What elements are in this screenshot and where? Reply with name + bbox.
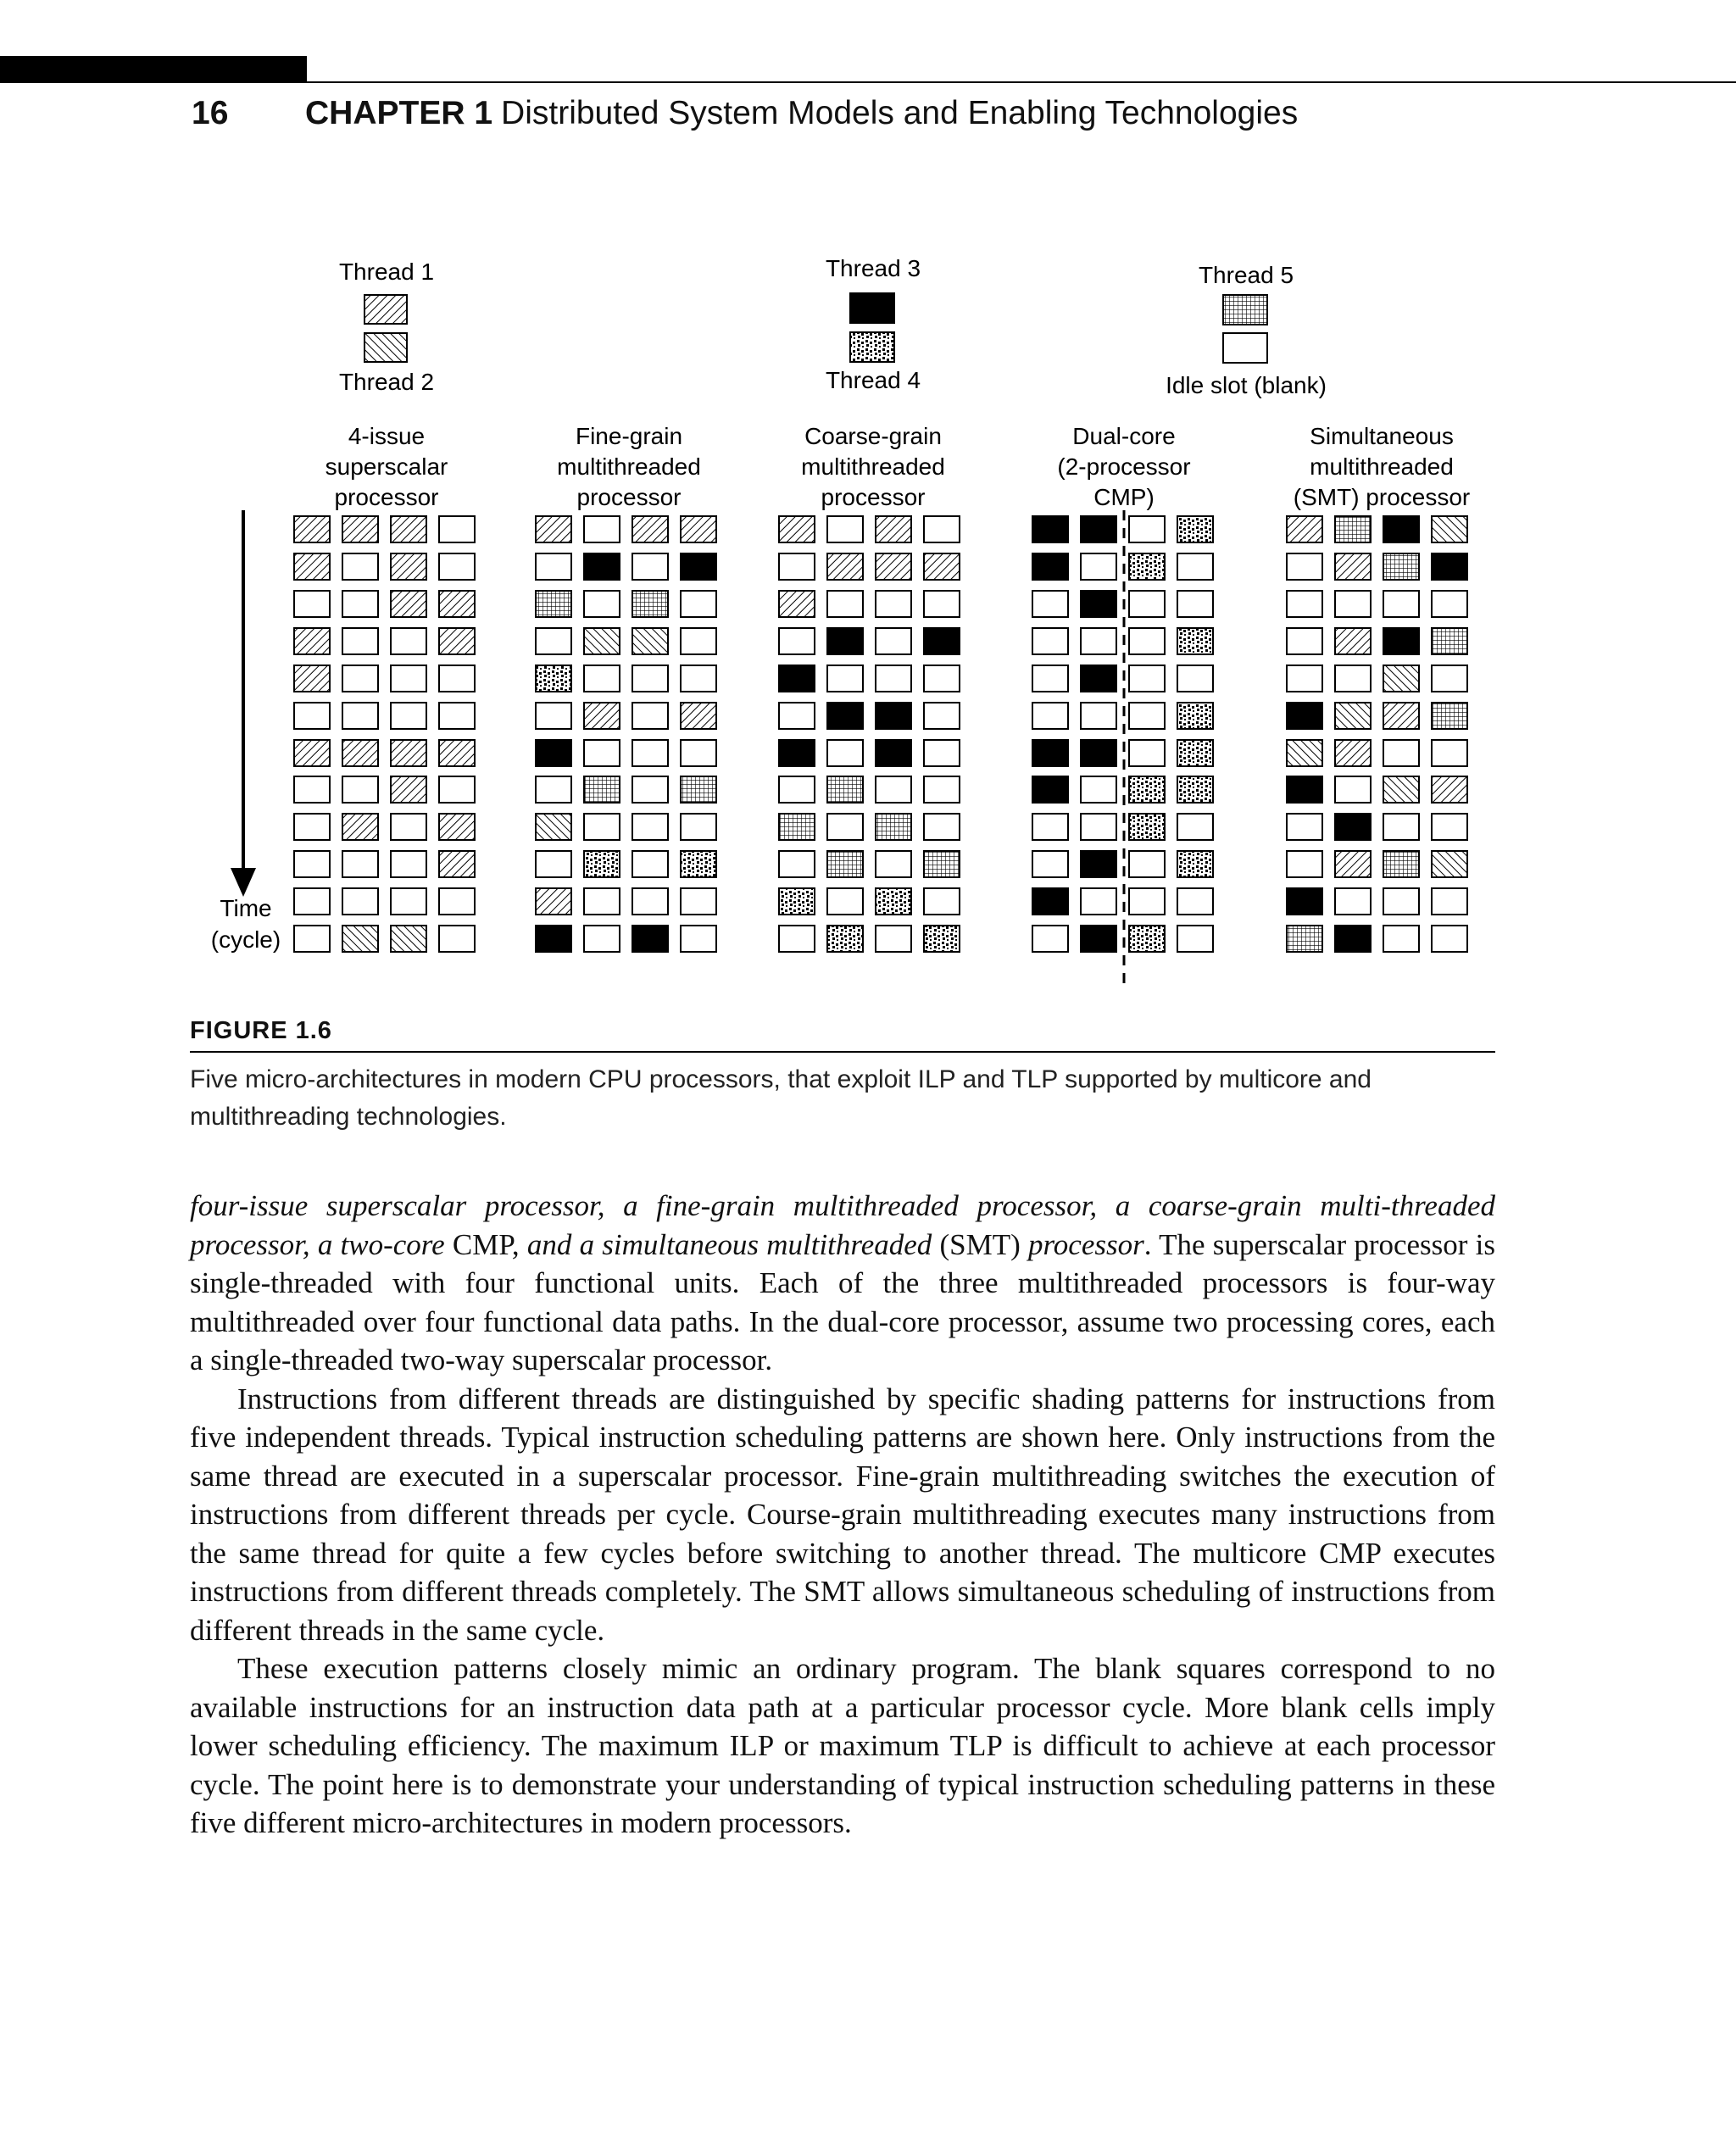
slot-thread1 (536, 888, 571, 915)
slot-idle (1432, 591, 1467, 617)
slot-thread1 (536, 516, 571, 542)
slot-idle (1129, 740, 1165, 766)
slot-idle (681, 628, 716, 654)
slot-thread1 (294, 665, 330, 692)
slot-thread1 (1383, 703, 1419, 729)
slot-thread1 (342, 814, 378, 840)
caption-rule (190, 1051, 1495, 1053)
slot-idle (1335, 665, 1371, 692)
processor-4-title-line-2: (2-processor (1057, 453, 1191, 480)
chapter-title: Distributed System Models and Enabling Technologies (501, 95, 1299, 131)
slot-thread1 (1335, 553, 1371, 580)
running-header (192, 95, 1298, 132)
slot-thread5 (779, 814, 815, 840)
slot-thread2 (1383, 665, 1419, 692)
slot-idle (1032, 628, 1068, 654)
slot-idle (632, 740, 668, 766)
paragraph-1 (190, 1187, 1495, 1380)
slot-thread3 (1032, 776, 1068, 803)
slot-thread1 (342, 740, 378, 766)
slot-thread3 (1081, 926, 1116, 952)
slot-idle (294, 814, 330, 840)
slot-idle (924, 591, 960, 617)
slot-idle (439, 776, 475, 803)
figure-caption (190, 1061, 1495, 1136)
legend-thread3-swatch (850, 293, 894, 323)
p1-normal-2: (SMT) (939, 1227, 1028, 1261)
slot-idle (1032, 591, 1068, 617)
slot-idle (1383, 814, 1419, 840)
slot-idle (584, 665, 620, 692)
slot-thread2 (1432, 851, 1467, 877)
slot-thread5 (1432, 628, 1467, 654)
legend-thread1-swatch (364, 295, 407, 324)
slot-idle (779, 553, 815, 580)
slot-thread4 (1129, 814, 1165, 840)
slot-idle (1129, 851, 1165, 877)
slot-thread1 (294, 628, 330, 654)
page-number: 16 (192, 95, 229, 131)
slot-idle (827, 665, 863, 692)
slot-thread3 (584, 553, 620, 580)
slot-thread3 (1081, 665, 1116, 692)
slot-thread1 (1335, 628, 1371, 654)
slot-idle (924, 740, 960, 766)
slot-thread1 (681, 703, 716, 729)
slot-idle (1081, 888, 1116, 915)
slot-idle (681, 814, 716, 840)
slot-idle (391, 851, 426, 877)
slot-idle (439, 703, 475, 729)
slot-idle (391, 814, 426, 840)
slot-idle (876, 665, 911, 692)
slot-thread1 (1335, 851, 1371, 877)
legend-thread5-label: Thread 5 (1198, 262, 1294, 288)
slot-thread1 (876, 516, 911, 542)
slot-thread5 (681, 776, 716, 803)
slot-thread3 (1032, 888, 1068, 915)
slot-idle (779, 851, 815, 877)
slot-idle (681, 926, 716, 952)
slot-thread3 (779, 665, 815, 692)
legend-thread4-swatch (850, 332, 894, 362)
slot-idle (632, 553, 668, 580)
header-bar (0, 56, 307, 83)
slot-thread5 (632, 591, 668, 617)
slot-idle (876, 776, 911, 803)
slot-idle (681, 740, 716, 766)
slot-thread2 (1432, 516, 1467, 542)
slot-idle (1177, 888, 1213, 915)
schedule-grids (294, 516, 1467, 952)
slot-idle (1129, 591, 1165, 617)
legend-thread3-label: Thread 3 (825, 255, 921, 281)
slot-idle (439, 926, 475, 952)
slot-thread2 (584, 628, 620, 654)
slot-thread3 (1081, 516, 1116, 542)
slot-thread1 (632, 516, 668, 542)
slot-idle (439, 553, 475, 580)
p1-italic-1: four-issue superscalar processor, a fine-grain multithreaded processor, a coarse-grain multi-threaded processor, a two-core (190, 1189, 1495, 1261)
legend-idle-label: Idle slot (blank) (1166, 372, 1327, 398)
slot-thread1 (827, 553, 863, 580)
slot-idle (1081, 776, 1116, 803)
slot-idle (342, 703, 378, 729)
slot-idle (342, 628, 378, 654)
slot-idle (1335, 888, 1371, 915)
slot-thread3 (1032, 740, 1068, 766)
slot-idle (779, 926, 815, 952)
slot-thread3 (1287, 776, 1322, 803)
slot-idle (779, 628, 815, 654)
slot-idle (439, 888, 475, 915)
slot-idle (536, 776, 571, 803)
slot-idle (294, 703, 330, 729)
slot-idle (924, 776, 960, 803)
slot-thread1 (1335, 740, 1371, 766)
slot-thread3 (1081, 851, 1116, 877)
slot-idle (584, 740, 620, 766)
slot-idle (584, 516, 620, 542)
slot-thread3 (1383, 516, 1419, 542)
slot-thread3 (536, 926, 571, 952)
slot-thread5 (536, 591, 571, 617)
slot-thread3 (1032, 516, 1068, 542)
slot-thread4 (876, 888, 911, 915)
slot-idle (1287, 553, 1322, 580)
slot-idle (1032, 814, 1068, 840)
slot-thread5 (827, 851, 863, 877)
legend-thread5-swatch (1223, 295, 1267, 325)
slot-thread1 (439, 628, 475, 654)
slot-idle (779, 703, 815, 729)
slot-thread5 (584, 776, 620, 803)
slot-idle (391, 665, 426, 692)
slot-idle (1129, 703, 1165, 729)
slot-idle (1032, 851, 1068, 877)
slot-thread3 (536, 740, 571, 766)
slot-thread3 (924, 628, 960, 654)
slot-idle (1383, 591, 1419, 617)
slot-thread3 (1032, 553, 1068, 580)
slot-idle (1177, 553, 1213, 580)
processor-1-title-line-3: processor (334, 484, 439, 510)
slot-idle (1032, 703, 1068, 729)
slot-idle (342, 591, 378, 617)
slot-idle (294, 776, 330, 803)
slot-thread1 (439, 814, 475, 840)
slot-idle (1129, 516, 1165, 542)
body-text (190, 1187, 1495, 1843)
paragraph-2: Instructions from different threads are distinguished by specific shading patterns for instructions from five independent threads. Typical instruction scheduling patterns are shown here. Only instructions from the same thread are executed in a superscalar processor. Fine-grain multithreading switches the execution of instructions from different threads per cycle. Course-grain multithreading executes many instructions from the same thread for quite a few cycles before switching to another thread. The multicore CMP executes instructions from different threads completely. The SMT allows simultaneous scheduling of instructions from different threads in the same cycle. (190, 1382, 1495, 1647)
processor-1-title-line-1: 4-issue (348, 423, 426, 449)
slot-idle (1287, 851, 1322, 877)
slot-idle (924, 814, 960, 840)
slot-idle (1177, 665, 1213, 692)
legend-thread2-swatch (364, 333, 407, 362)
slot-idle (1032, 926, 1068, 952)
slot-thread3 (1383, 628, 1419, 654)
slot-idle (1177, 591, 1213, 617)
processor-5-title-line-1: Simultaneous (1310, 423, 1454, 449)
slot-thread1 (924, 553, 960, 580)
slot-thread4 (1177, 740, 1213, 766)
slot-idle (1081, 553, 1116, 580)
slot-thread1 (391, 553, 426, 580)
slot-idle (827, 814, 863, 840)
processor-3-title-line-2: multithreaded (801, 453, 945, 480)
slot-idle (1432, 740, 1467, 766)
slot-idle (876, 628, 911, 654)
slot-thread1 (439, 851, 475, 877)
legend-thread2-label: Thread 2 (338, 369, 435, 395)
slot-thread1 (681, 516, 716, 542)
slot-thread1 (391, 740, 426, 766)
processor-5-title-line-3: (SMT) processor (1293, 484, 1471, 510)
slot-idle (1081, 703, 1116, 729)
slot-idle (1177, 926, 1213, 952)
slot-idle (1032, 665, 1068, 692)
slot-idle (632, 814, 668, 840)
slot-idle (294, 591, 330, 617)
slot-thread1 (1432, 776, 1467, 803)
slot-thread3 (1335, 926, 1371, 952)
p1-italic-2: and a simultaneous multithreaded (526, 1227, 940, 1261)
processor-5-title-line-2: multithreaded (1310, 453, 1454, 480)
slot-thread3 (827, 703, 863, 729)
slot-idle (632, 888, 668, 915)
slot-thread3 (1081, 740, 1116, 766)
slot-thread2 (1287, 740, 1322, 766)
slot-thread1 (342, 516, 378, 542)
slot-idle (1432, 665, 1467, 692)
slot-thread1 (439, 591, 475, 617)
slot-idle (536, 553, 571, 580)
slot-idle (391, 888, 426, 915)
slot-thread1 (391, 516, 426, 542)
slot-idle (1432, 814, 1467, 840)
slot-idle (342, 665, 378, 692)
slot-thread4 (924, 926, 960, 952)
slot-thread5 (1432, 703, 1467, 729)
slot-thread4 (1177, 516, 1213, 542)
slot-idle (924, 665, 960, 692)
processor-2-title-line-3: processor (576, 484, 682, 510)
slot-thread4 (1177, 776, 1213, 803)
slot-idle (681, 665, 716, 692)
slot-thread5 (1383, 851, 1419, 877)
slot-idle (342, 776, 378, 803)
slot-idle (584, 591, 620, 617)
slot-idle (1129, 628, 1165, 654)
slot-idle (1383, 926, 1419, 952)
slot-thread1 (876, 553, 911, 580)
slot-thread3 (779, 740, 815, 766)
slot-idle (391, 628, 426, 654)
slot-thread1 (391, 591, 426, 617)
slot-idle (924, 703, 960, 729)
slot-thread1 (779, 516, 815, 542)
caption-line-1: Five micro-architectures in modern CPU processors, that exploit ILP and TLP supported by multicore and (190, 1065, 1372, 1093)
slot-thread5 (1383, 553, 1419, 580)
slot-idle (584, 888, 620, 915)
slot-idle (391, 703, 426, 729)
slot-idle (827, 740, 863, 766)
legend-idle-swatch (1223, 333, 1267, 363)
processor-titles (326, 423, 1471, 510)
slot-idle (439, 665, 475, 692)
slot-idle (1129, 665, 1165, 692)
processor-4-title-line-3: CMP) (1093, 484, 1155, 510)
slot-thread4 (779, 888, 815, 915)
legend-thread1-label: Thread 1 (338, 259, 435, 285)
slot-thread5 (1287, 926, 1322, 952)
processor-3-title-line-1: Coarse-grain (804, 423, 942, 449)
header-rule (307, 81, 1736, 83)
slot-thread5 (827, 776, 863, 803)
slot-idle (584, 814, 620, 840)
slot-idle (1383, 740, 1419, 766)
processor-2-title-line-2: multithreaded (557, 453, 701, 480)
slot-idle (1081, 814, 1116, 840)
slot-idle (536, 703, 571, 729)
slot-idle (924, 888, 960, 915)
slot-idle (342, 888, 378, 915)
p1-italic-3: processor (1027, 1227, 1144, 1261)
slot-thread3 (1287, 703, 1322, 729)
slot-thread1 (584, 703, 620, 729)
slot-idle (584, 926, 620, 952)
chapter-label: CHAPTER 1 (305, 95, 493, 131)
p1-normal-1: CMP, (452, 1227, 527, 1261)
slot-thread1 (294, 516, 330, 542)
slot-idle (294, 926, 330, 952)
slot-idle (1383, 888, 1419, 915)
slot-idle (632, 851, 668, 877)
slot-idle (1335, 591, 1371, 617)
slot-thread4 (1129, 926, 1165, 952)
slot-thread3 (876, 740, 911, 766)
slot-idle (1432, 926, 1467, 952)
slot-idle (924, 516, 960, 542)
figure-label: FIGURE 1.6 (190, 1017, 332, 1044)
slot-thread2 (391, 926, 426, 952)
slot-idle (294, 888, 330, 915)
slot-idle (1287, 665, 1322, 692)
slot-thread1 (294, 553, 330, 580)
slot-thread4 (1177, 628, 1213, 654)
slot-idle (827, 888, 863, 915)
slot-thread3 (1432, 553, 1467, 580)
slot-thread4 (1177, 851, 1213, 877)
slot-thread3 (632, 926, 668, 952)
slot-idle (294, 851, 330, 877)
cycle-label: (cycle) (210, 926, 281, 953)
slot-thread4 (1129, 553, 1165, 580)
slot-thread4 (1177, 703, 1213, 729)
slot-idle (827, 591, 863, 617)
figure-1-6-diagram (0, 237, 1736, 1000)
slot-idle (536, 851, 571, 877)
slot-idle (1287, 814, 1322, 840)
slot-thread2 (536, 814, 571, 840)
slot-idle (1081, 628, 1116, 654)
slot-thread3 (876, 703, 911, 729)
slot-thread3 (1081, 591, 1116, 617)
time-label: Time (220, 895, 272, 921)
slot-idle (1432, 888, 1467, 915)
slot-thread4 (536, 665, 571, 692)
caption-line-2: multithreading technologies. (190, 1103, 507, 1131)
slot-idle (632, 776, 668, 803)
slot-thread2 (632, 628, 668, 654)
slot-thread3 (1287, 888, 1322, 915)
slot-idle (1335, 776, 1371, 803)
slot-thread3 (1335, 814, 1371, 840)
slot-thread1 (294, 740, 330, 766)
slot-idle (1129, 888, 1165, 915)
slot-idle (681, 591, 716, 617)
slot-idle (536, 628, 571, 654)
slot-thread5 (924, 851, 960, 877)
slot-idle (342, 553, 378, 580)
processor-3-title-line-3: processor (821, 484, 926, 510)
slot-idle (876, 851, 911, 877)
slot-thread2 (1335, 703, 1371, 729)
slot-thread3 (827, 628, 863, 654)
slot-idle (439, 516, 475, 542)
slot-idle (876, 591, 911, 617)
slot-thread3 (681, 553, 716, 580)
slot-idle (1287, 628, 1322, 654)
slot-thread2 (342, 926, 378, 952)
slot-idle (632, 665, 668, 692)
p1-normal-3: . The superscalar processor is single-threaded with four functional units. Each of the three multithreaded processors is four-way multithreaded over four functional data paths. In the dual-core processor, assume two processing cores, each a single-threaded two-way superscalar processor. (190, 1227, 1495, 1376)
slot-idle (1177, 814, 1213, 840)
slot-thread4 (827, 926, 863, 952)
processor-1-title-line-2: superscalar (325, 453, 448, 480)
slot-idle (876, 926, 911, 952)
slot-idle (1287, 591, 1322, 617)
paragraph-3: These execution patterns closely mimic an ordinary program. The blank squares correspond to no available instructions for an instruction data path at a particular processor cycle. More blank cells imply lower scheduling efficiency. The maximum ILP or maximum TLP is difficult to achieve at each processor cycle. The point here is to demonstrate your understanding of typical instruction scheduling patterns in these five different micro-architectures in modern processors. (190, 1652, 1495, 1839)
slot-thread4 (681, 851, 716, 877)
slot-thread2 (1383, 776, 1419, 803)
slot-thread1 (391, 776, 426, 803)
slot-thread5 (876, 814, 911, 840)
slot-thread1 (1287, 516, 1322, 542)
processor-2-title-line-1: Fine-grain (575, 423, 683, 449)
slot-idle (632, 703, 668, 729)
slot-thread4 (584, 851, 620, 877)
slot-idle (827, 516, 863, 542)
slot-idle (342, 851, 378, 877)
slot-thread1 (779, 591, 815, 617)
time-arrow-head (231, 868, 256, 897)
slot-thread4 (1129, 776, 1165, 803)
legend-thread4-label: Thread 4 (825, 367, 921, 393)
slot-thread5 (1335, 516, 1371, 542)
slot-thread1 (439, 740, 475, 766)
processor-4-title-line-1: Dual-core (1072, 423, 1176, 449)
slot-idle (779, 776, 815, 803)
slot-idle (681, 888, 716, 915)
